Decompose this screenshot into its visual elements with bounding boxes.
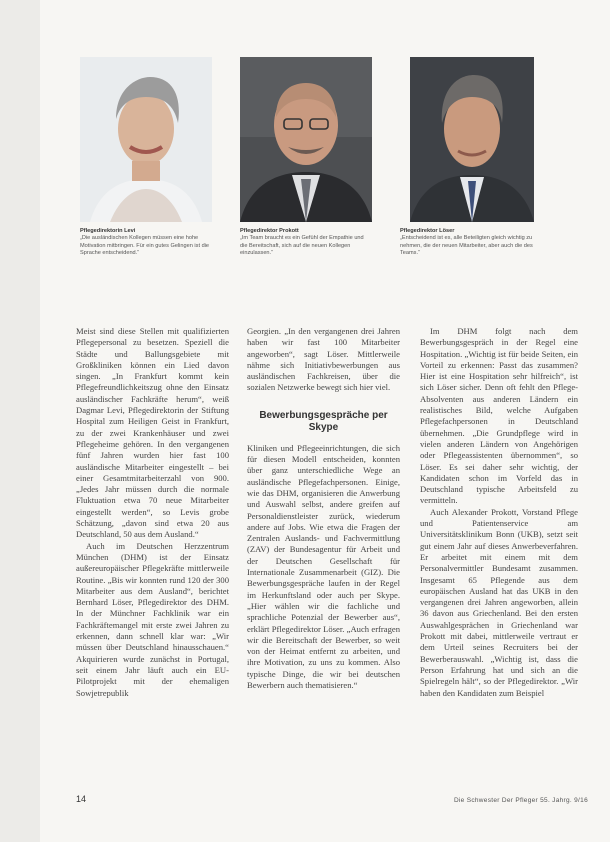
caption-name: Pflegedirektor Prokott <box>240 228 299 234</box>
portrait-woman-icon <box>80 57 212 222</box>
article-column-1 <box>76 326 229 774</box>
paragraph: Georgien. „In den vergangenen drei Jahren haben wir fast 100 Mitarbeiter angeworben“, sagt Löser. Mittlerweile nähme sich Initiativbewerbungen aus ausländischen Fachkreisen, über die sozialen Netzwerke bewegt sich hier viel. <box>247 326 400 393</box>
caption-name: Pflegedirektor Löser <box>400 228 455 234</box>
caption-quote: „Im Team braucht es ein Gefühl der Empathie und die Bereitschaft, sich auf die neuen Kollegen einzulassen.“ <box>240 235 364 256</box>
portrait-photo-levi <box>80 57 212 222</box>
portrait-photo-loeser <box>410 57 534 222</box>
article-column-2 <box>247 326 400 774</box>
caption-quote: „Die ausländischen Kollegen müssen eine hohe Motivation mitbringen. Für ein gutes Gelingen ist die Sprache entscheidend.“ <box>80 235 210 256</box>
portrait-photo-prokott <box>240 57 372 222</box>
paragraph: Auch Alexander Prokott, Vorstand Pflege und Patientenservice am Universitätsklinikum Bonn (UKB), setzt seit gut einem Jahr auf dieses Anwerbeverfahren. Er arbeitet mit einem mit dem Personalvermittler Bundesamt zusammen. Insgesamt 65 Pflegende aus dem europäischen Ausland hat das UKB in den vergangenen drei Jahren angeworben, allein 36 davon aus Griechenland. Bei den ersten Auswahlgesprächen in Griechenland war Prokott mit dabei, mittlerweile vertraut er dem Urteil seines Recruiters bei der Bewerberauswahl. „Wichtig ist, dass die Person Erfahrung hat und sich an die Spielregeln hält“, so der Pflegedirektor. „Wir haben den Kandidaten zum Beispiel <box>420 506 578 698</box>
paragraph: Im DHM folgt nach dem Bewerbungsgespräch in der Regel eine Hospitation. „Wichtig ist für beide Seiten, ein Vorteil zu erkennen: Passt das zusammen? Hier ist eine Hospitation sehr hilfreich“, ist sich Löser sicher. Denn oft fehlt den Pflege-Absolventen aus anderen Ländern ein realistisches Bild, welche Aufgaben Pflegefachpersonen in Deutschland übernehmen. „Die Grundpflege wird in vielen anderen Ländern von Angehörigen oder Pflegeassistenten übernommen“, so Löser. Es sei daher sehr wichtig, der Kandidaten schon im Vorfeld das in Deutschland typische Arbeitsfeld zu vermitteln. <box>420 326 578 506</box>
section-subheading: Bewerbungsgespräche per Skype <box>259 409 388 434</box>
caption-name: Pflegedirektorin Levi <box>80 228 136 234</box>
article-column-3 <box>420 326 578 774</box>
photo-caption-prokott <box>240 228 372 257</box>
publication-footer: Die Schwester Der Pfleger 55. Jahrg. 9/16 <box>453 797 588 804</box>
paragraph: Kliniken und Pflegeeinrichtungen, die sich für diesen Modell entscheiden, konnten über ganz unterschiedliche Wege an ausländische Pflegefachpersonen. Einige, wie das DHM, organisieren die Anwerbung und Auswahl selbst, andere greifen auf Personaldienstleister zurück, wiederum andere auf Jobs. Wie etwa die Fragen der Zentralen Auslands- und Fachvermittlung (ZAV) der Bundesagentur für Arbeit und der Deutschen Gesellschaft für Internationale Zusammenarbeit (GIZ). Die Bewerbungsgespräche laufen in der Regel im Herkunftsland oder auch per Skype. „Hier wählen wir die fachliche und sprachliche Potenzial der Bewerber aus“, erklärt Pflegedirektor Löser. „Auch erfragen wir die Bereitschaft der Bewerber, so weit von der Heimat entfernt zu arbeiten, und ihre Motivation, zu uns zu kommen. Also typische Dinge, die wir bei deutschen Bewerbern auch thematisieren.“ <box>247 442 400 691</box>
page-number: 14 <box>76 794 87 804</box>
paragraph: Meist sind diese Stellen mit qualifizierten Pflegepersonal zu besetzen. Speziell die Städte und Ballungsgebiete mit Großkliniken können ein Lied davon singen. „In Frankfurt kommt kein Pflegefreundlichkeitszug ohne den Einsatz ausländischer Fachkräfte herum“, weiß Dagmar Levi, Pflegedirektorin der Stiftung Hospital zum Heiligen Geist in Frankfurt, zu der zwei Krankenhäuser und zwei Pflegeheime gehören. In den vergangenen fünf Jahren wurden hier fast 100 ausländische Mitarbeiter eingestellt – bei einer Gesamtmitarbeiterzahl von 900. „Jedes Jahr müssen durch die normale Fluktuation etwa 70 neue Mitarbeiter eingestellt werden“, so Levis grobe Schätzung, „davon sind etwa 20 aus Deutschland, 50 aus dem Ausland.“ <box>76 326 229 540</box>
photo-caption-levi <box>80 228 210 257</box>
portrait-man-icon <box>410 57 534 222</box>
caption-quote: „Entscheidend ist es, alle Beteiligten gleich wichtig zu nehmen, die der neuen Mitarbeiter, aber auch die des Teams.“ <box>400 235 533 256</box>
portrait-man-glasses-icon <box>240 57 372 222</box>
paragraph: Auch im Deutschen Herzzentrum München (DHM) ist der Einsatz außereuropäischer Pflegekräfte mittlerweile Routine. „Bis wir konnten rund 120 der 300 Mitarbeiter aus dem Ausland“, berichtet Bernhard Löser, Pflegedirektor des DHM. In der Münchner Fachklinik war ein Fachkräftemangel mit erste zwei Jahren zu erkennen, dann schnell klar war: „Wir müssen über Deutschland hinausschauen.“ Akquirieren wurde zunächst in Portugal, seit einem Jahr läuft auch ein EU-Pilotprojekt mit der ehemaligen Sowjetrepublik <box>76 540 229 698</box>
photo-caption-loeser <box>400 228 535 257</box>
